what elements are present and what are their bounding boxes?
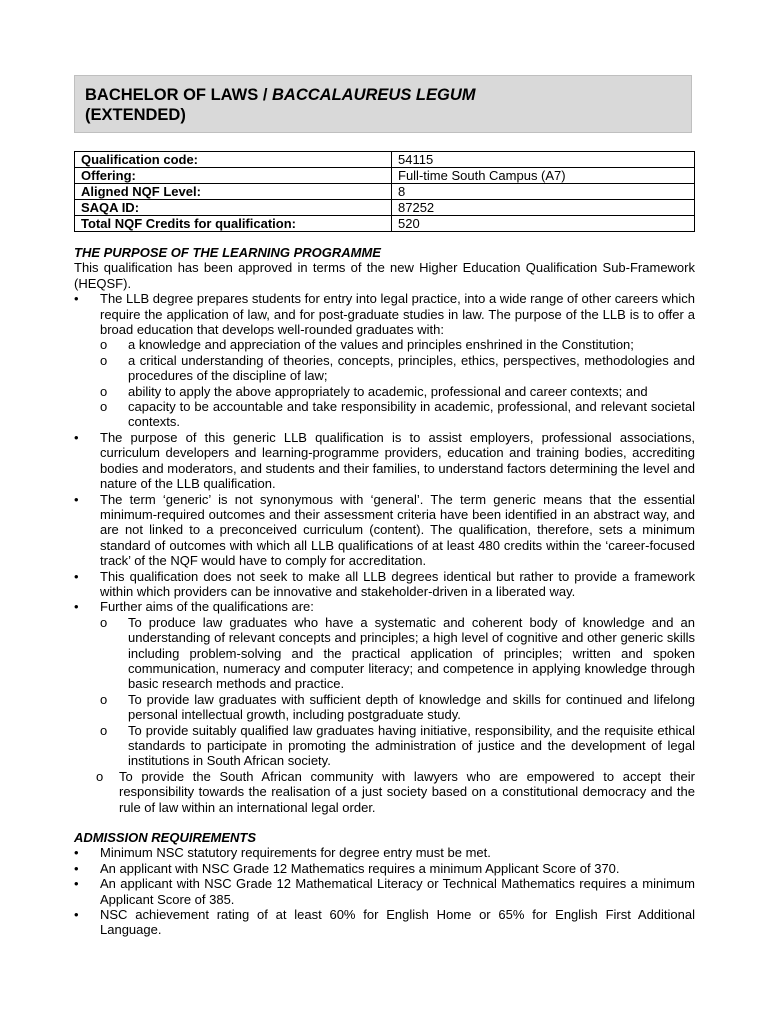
table-value: 54115 (392, 152, 695, 168)
title-italic: BACCALAUREUS LEGUM (272, 86, 476, 104)
sub-list-item (74, 723, 695, 769)
sub-list-item (74, 353, 695, 384)
list-item-text: The term ‘generic’ is not synonymous with ‘general’. The term generic means that the essential minimum-required outcomes and their assessment criteria have been identified in an abstract way, and are not linked to a preconceived curriculum (content). The qualification, therefore, sets a minimum standard of outcomes with which all LLB qualifications of at least 480 credits within the ‘career-focused track’ of the NQF would have to comply for accreditation. (100, 491, 695, 569)
sub-list-item-text: To provide suitably qualified law graduates having initiative, responsibility, and the requisite ethical standards to participate in promoting the administration of justice and the development of legal institutions in South African society. (128, 722, 695, 769)
list-item-text: The LLB degree prepares students for entry into legal practice, into a wide range of other careers which require the application of law, and for post-graduate studies in law. The purpose of the LLB is to offer a broad education that develops well-rounded graduates with: (100, 291, 695, 338)
table-value: 520 (392, 216, 695, 232)
list-item (74, 907, 695, 938)
sub-marker: o (96, 768, 104, 784)
list-item (74, 291, 695, 337)
sub-marker: o (100, 614, 108, 630)
admission-heading: ADMISSION REQUIREMENTS (74, 830, 257, 846)
title-line-1 (85, 85, 681, 105)
sub-marker: o (100, 399, 108, 415)
table-row (75, 200, 695, 216)
list-item (74, 569, 695, 600)
sub-list-item (74, 692, 695, 723)
table-key: Offering: (75, 168, 392, 184)
title-plain: BACHELOR OF LAWS / (85, 86, 272, 104)
sub-list-item-text: ability to apply the above appropriately to academic, professional and career contexts; and (128, 383, 648, 399)
purpose-intro: This qualification has been approved in terms of the new Higher Education Qualification Sub-Framework (HEQSF). (74, 260, 695, 291)
sub-list-item (74, 769, 695, 815)
title-line-2: (EXTENDED) (85, 106, 186, 124)
table-row (75, 168, 695, 184)
table-row (75, 152, 695, 168)
sub-list-item-text: capacity to be accountable and take responsibility in academic, professional, and relevant societal contexts. (128, 399, 695, 430)
table-key: SAQA ID: (75, 200, 392, 216)
table-key: Qualification code: (75, 152, 392, 168)
sub-list-item (74, 399, 695, 430)
sub-marker: o (100, 337, 108, 353)
qualification-table (74, 151, 695, 232)
list-item (74, 845, 695, 860)
sub-list-item (74, 337, 695, 352)
title-banner (74, 75, 692, 133)
purpose-heading: THE PURPOSE OF THE LEARNING PROGRAMME (74, 245, 381, 260)
bullet-marker: • (74, 876, 79, 892)
sub-list-item (74, 384, 695, 399)
list-item (74, 492, 695, 569)
sub-list-item-text: To provide law graduates with sufficient depth of knowledge and skills for continued and lifelong personal intellectual growth, including postgraduate study. (128, 691, 695, 723)
list-item-text: An applicant with NSC Grade 12 Mathematical Literacy or Technical Mathematics requires a minimum Applicant Score of 385. (100, 876, 695, 907)
list-item (74, 599, 695, 614)
list-item (74, 876, 695, 907)
table-value: Full-time South Campus (A7) (392, 168, 695, 184)
bullet-marker: • (74, 860, 79, 876)
table-key: Total NQF Credits for qualification: (75, 216, 392, 232)
bullet-marker: • (74, 491, 79, 507)
bullet-marker: • (74, 291, 79, 307)
table-key: Aligned NQF Level: (75, 184, 392, 200)
list-item-text: This qualification does not seek to make all LLB degrees identical but rather to provide a framework within which providers can be innovative and stakeholder-driven in a liberated way. (100, 568, 695, 599)
sub-list-item-text: To produce law graduates who have a systematic and coherent body of knowledge and an understanding of relevant concepts and principles; a high level of cognitive and other generic skills including problem-solving and the practical application of principles; written and spoken communication, numeracy and computer literacy; and competence in applying knowledge through basic research methods and practice. (128, 614, 695, 692)
list-item-text: Minimum NSC statutory requirements for degree entry must be met. (100, 845, 491, 861)
sub-list-item-text: To provide the South African community with lawyers who are empowered to accept their responsibility towards the realisation of a just society based on a constitutional democracy and the rule of law within an international legal order. (119, 768, 695, 815)
table-row (75, 184, 695, 200)
sub-marker: o (100, 722, 108, 738)
list-item-text: The purpose of this generic LLB qualification is to assist employers, professional associations, curriculum developers and learning-programme providers, education and training bodies, accrediting bodies and moderators, and students and their families, to understand factors determining the level and nature of the LLB qualification. (100, 429, 695, 492)
list-item-text: NSC achievement rating of at least 60% for English Home or 65% for English First Additional Language. (100, 907, 695, 938)
sub-marker: o (100, 691, 108, 707)
bullet-marker: • (74, 599, 79, 615)
list-item-text: An applicant with NSC Grade 12 Mathematics requires a minimum Applicant Score of 370. (100, 860, 620, 876)
sub-list-item-text: a critical understanding of theories, concepts, principles, ethics, perspectives, methodologies and procedures of the discipline of law; (128, 352, 695, 384)
list-item (74, 430, 695, 492)
sub-marker: o (100, 352, 108, 368)
table-row (75, 216, 695, 232)
table-value: 87252 (392, 200, 695, 216)
list-item (74, 861, 695, 876)
bullet-marker: • (74, 845, 79, 861)
list-item-text: Further aims of the qualifications are: (100, 599, 314, 615)
sub-list-item-text: a knowledge and appreciation of the values and principles enshrined in the Constitution; (128, 337, 634, 353)
sub-marker: o (100, 383, 108, 399)
document-body (74, 245, 695, 938)
bullet-marker: • (74, 568, 79, 584)
bullet-marker: • (74, 429, 79, 445)
sub-list-item (74, 615, 695, 692)
bullet-marker: • (74, 907, 79, 923)
table-value: 8 (392, 184, 695, 200)
